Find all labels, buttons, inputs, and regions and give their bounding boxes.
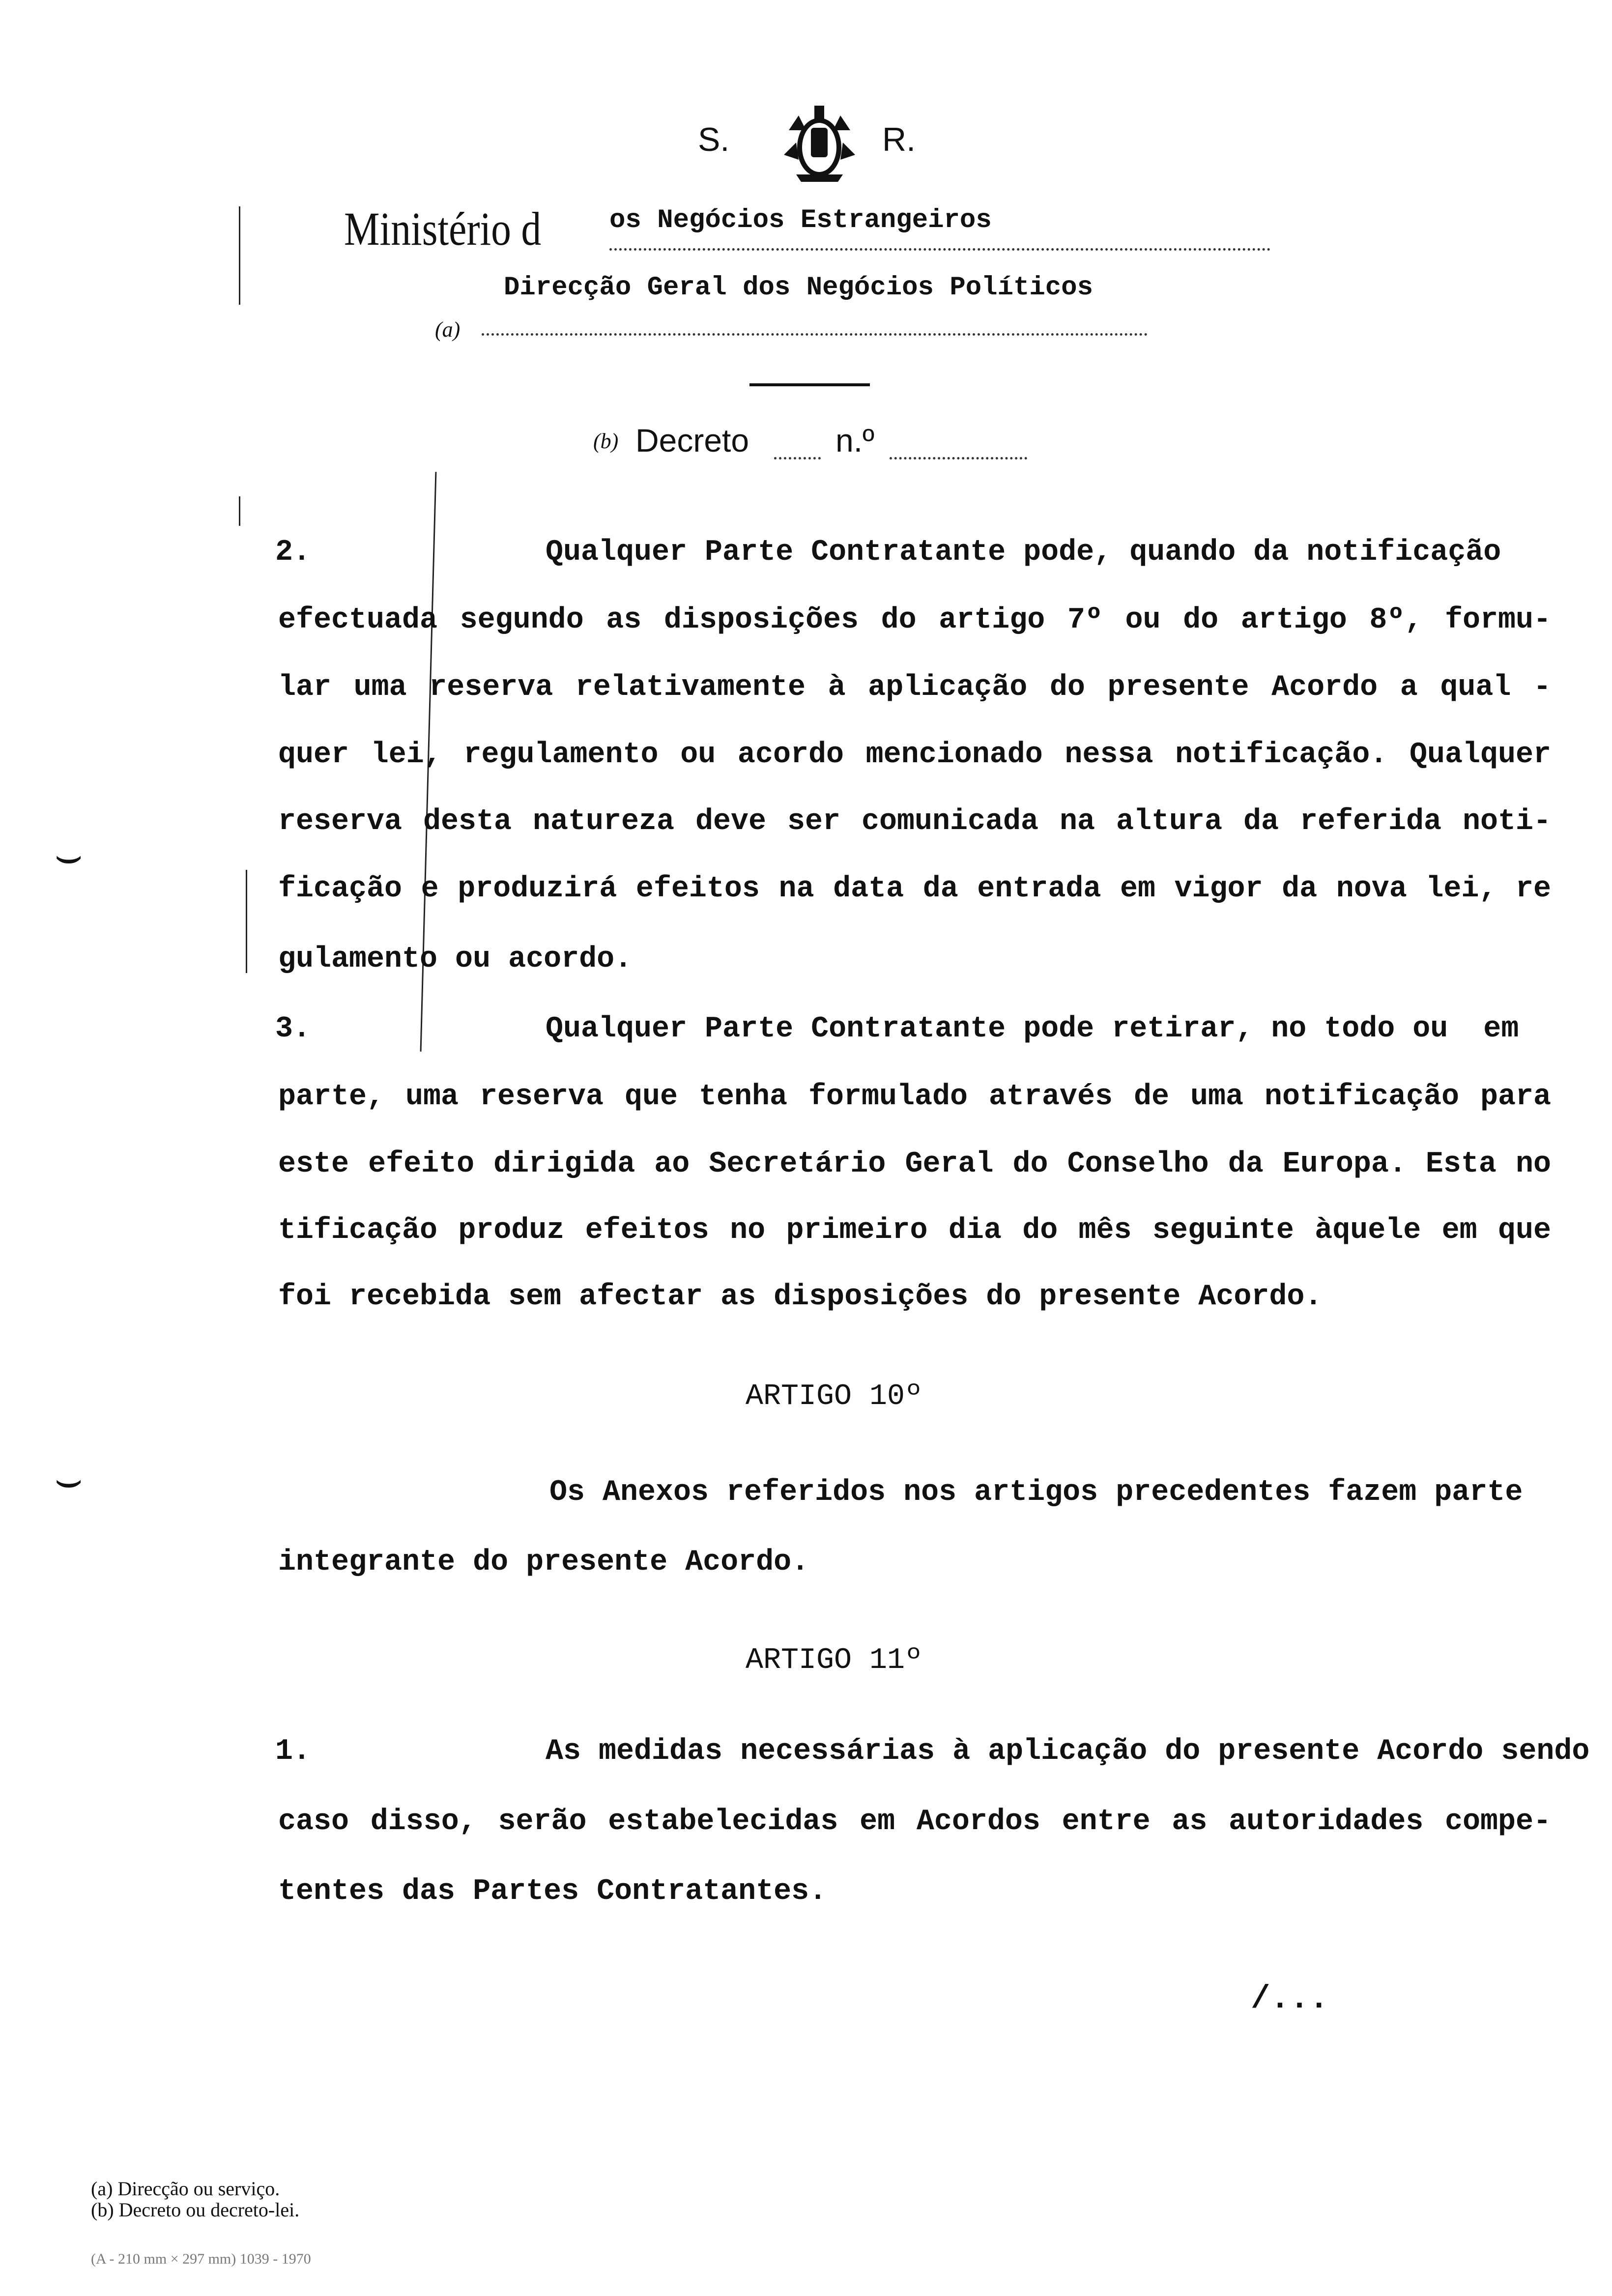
- numero-label: n.º: [835, 422, 875, 459]
- para2-line: Qualquer Parte Contratante pode, quando da notificação: [546, 536, 1501, 569]
- para3-number: 3.: [275, 1012, 311, 1046]
- footnote-b: (b) Decreto ou decreto-lei.: [91, 2199, 300, 2221]
- directorate: Direcção Geral dos Negócios Políticos: [504, 273, 1093, 303]
- field-a-dotted-line: [482, 333, 1148, 336]
- para2-line: efectuada segundo as disposições do artigo 7º ou do artigo 8º, formu-: [278, 603, 1551, 637]
- margin-line: [239, 496, 240, 526]
- printer-imprint: (A - 210 mm × 297 mm) 1039 - 1970: [91, 2251, 311, 2267]
- para2-line: gulamento ou acordo.: [278, 943, 633, 976]
- para3-line: tificação produz efeitos no primeiro dia do mês seguinte àquele em que: [278, 1214, 1551, 1247]
- letterhead-initial-r: R.: [882, 121, 916, 158]
- margin-line: [239, 206, 240, 305]
- para2-number: 2.: [275, 536, 311, 569]
- ornamental-rule: [749, 383, 870, 386]
- continuation-mark: /...: [1251, 1980, 1329, 2017]
- para3-line: este efeito dirigida ao Secretário Geral do Conselho da Europa. Esta no: [278, 1148, 1551, 1181]
- para3-line: parte, uma reserva que tenha formulado através de uma notificação para: [278, 1080, 1551, 1114]
- article-11-heading: ARTIGO 11º: [746, 1644, 923, 1677]
- margin-line: [246, 870, 247, 973]
- para2-line: reserva desta natureza deve ser comunicada na altura da referida noti-: [278, 805, 1551, 838]
- field-b-label: (b): [593, 429, 619, 453]
- punch-hole-mark: ⌣: [54, 1455, 84, 1504]
- para2-line: ficação e produzirá efeitos na data da entrada em vigor da nova lei, re: [278, 872, 1551, 906]
- article11-line: tentes das Partes Contratantes.: [278, 1875, 827, 1908]
- article-10-heading: ARTIGO 10º: [746, 1380, 923, 1413]
- para2-line: lar uma reserva relativamente à aplicação do presente Acordo a qual -: [278, 671, 1551, 704]
- ministry-dotted-line: [609, 248, 1270, 251]
- ministry-prefix: Ministério d: [344, 202, 542, 255]
- article10-line: Os Anexos referidos nos artigos precedentes fazem parte: [549, 1476, 1523, 1509]
- numero-dotted-line: [890, 457, 1027, 459]
- article11-line: caso disso, serão estabelecidas em Acordos entre as autoridades compe-: [278, 1805, 1551, 1838]
- para3-line: Qualquer Parte Contratante pode retirar, no todo ou em: [546, 1012, 1519, 1046]
- ministry-name: os Negócios Estrangeiros: [609, 205, 992, 235]
- article11-number: 1.: [275, 1735, 311, 1768]
- footnote-a: (a) Direcção ou serviço.: [91, 2178, 280, 2200]
- decreto-label: Decreto: [635, 422, 749, 459]
- para3-line: foi recebida sem afectar as disposições do presente Acordo.: [278, 1280, 1323, 1314]
- article11-line: As medidas necessárias à aplicação do presente Acordo sendo: [546, 1735, 1590, 1768]
- field-a-label: (a): [435, 317, 461, 342]
- punch-hole-mark: ⌣: [54, 831, 84, 880]
- decreto-dotted-line: [774, 457, 821, 459]
- coat-of-arms-emblem: [779, 101, 860, 184]
- para2-line: quer lei, regulamento ou acordo mencionado nessa notificação. Qualquer: [278, 738, 1551, 772]
- article10-line: integrante do presente Acordo.: [278, 1546, 809, 1579]
- letterhead-initial-s: S.: [698, 121, 730, 158]
